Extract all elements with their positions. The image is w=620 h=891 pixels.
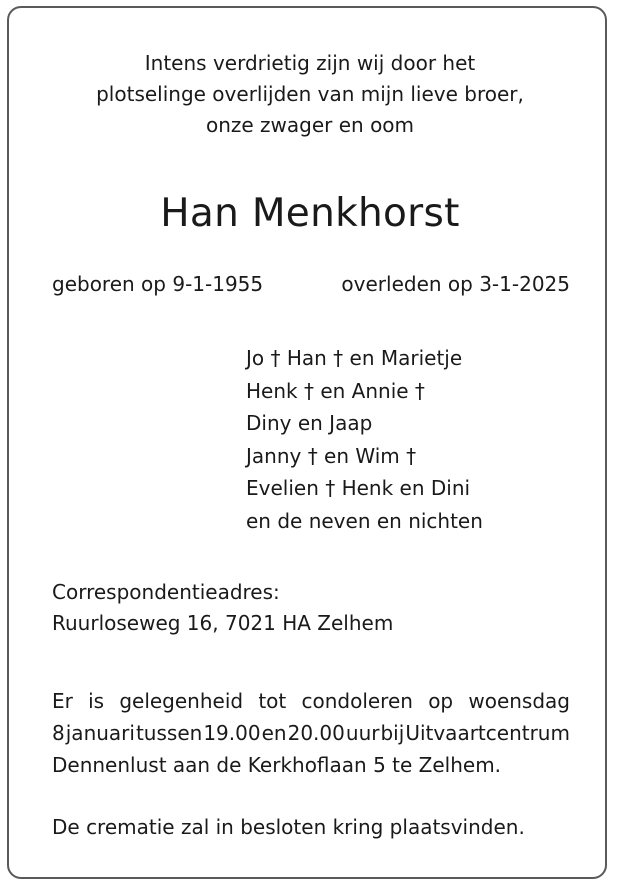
condolence-line-3: Dennenlust aan de Kerkhoflaan 5 te Zelhem.: [52, 753, 502, 777]
family-line: Evelien † Henk en Dini: [246, 476, 471, 500]
condolence-word: bij: [380, 721, 405, 745]
condolence-word: gelegenheid: [119, 689, 244, 713]
condolence-word: januari: [65, 721, 135, 745]
condolence-word: Uitvaartcentrum: [405, 721, 570, 745]
condolence-word: 20.00: [287, 721, 345, 745]
intro-line-3: onze zwager en oom: [205, 113, 415, 137]
condolence-word: 19.00: [203, 721, 261, 745]
condolence-word: op: [428, 689, 454, 713]
condolence-word: woensdag: [468, 689, 570, 713]
correspondence-block: [52, 577, 393, 639]
birth-date: geboren op 9-1-1955: [52, 272, 264, 296]
family-line: Jo † Han † en Marietje: [246, 346, 463, 370]
condolence-word: tot: [258, 689, 287, 713]
correspondence-address: Ruurloseweg 16, 7021 HA Zelhem: [52, 611, 394, 635]
family-list: [246, 342, 483, 537]
life-dates: [52, 268, 570, 300]
family-line: Janny † en Wim †: [246, 443, 417, 468]
condolence-word: Er: [52, 689, 73, 713]
condolence-word: is: [88, 689, 105, 713]
condolence-line-1: [52, 685, 570, 717]
deceased-name: Han Menkhorst: [160, 191, 460, 236]
death-date: overleden op 3-1-2025: [341, 272, 570, 296]
cremation-note: De crematie zal in besloten kring plaatsvinden.: [52, 815, 525, 839]
condolence-word: 8: [52, 721, 65, 745]
condolence-line-2: [52, 717, 570, 749]
condolence-paragraph: [52, 685, 570, 781]
intro-text: [0, 48, 620, 141]
condolence-word: en: [261, 721, 287, 745]
correspondence-label: Correspondentieadres:: [52, 580, 280, 604]
condolence-word: tussen: [135, 721, 203, 745]
intro-line-2: plotselinge overlijden van mijn lieve broer,: [96, 82, 524, 106]
family-line: Henk † en Annie †: [246, 378, 425, 403]
family-line: en de neven en nichten: [246, 508, 483, 533]
family-line: Diny en Jaap: [246, 411, 373, 435]
condolence-word: condoleren: [301, 689, 413, 713]
condolence-word: uur: [345, 721, 380, 745]
intro-line-1: Intens verdrietig zijn wij door het: [144, 51, 476, 75]
